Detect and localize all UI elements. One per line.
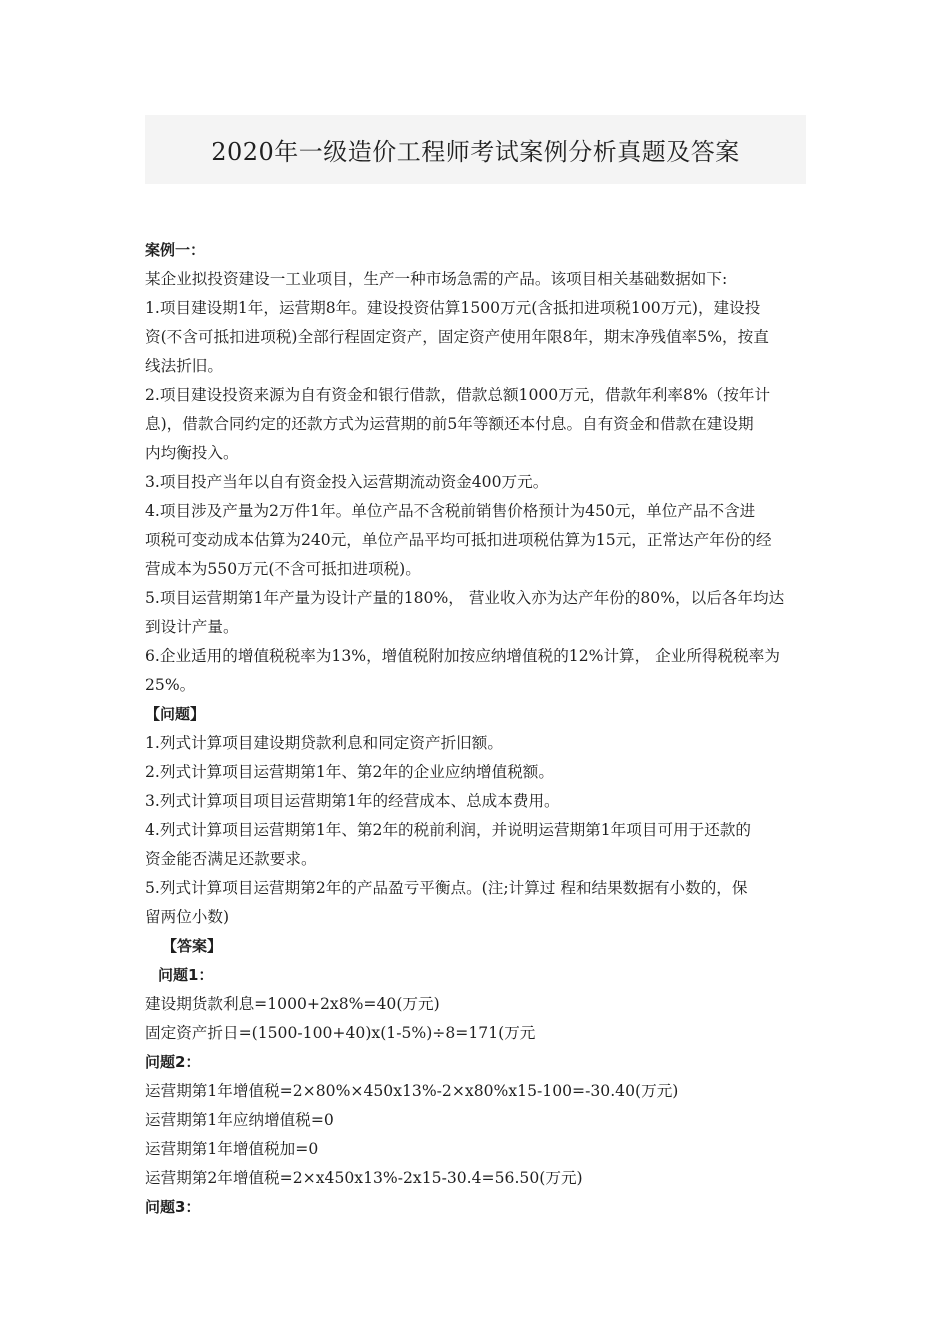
text-line: 3.列式计算项目项目运营期第1年的经营成本、总成本费用。 — [145, 792, 560, 810]
text-line: 运营期第1年应纳增值税=0 — [145, 1111, 334, 1129]
section-heading: 问题3： — [145, 1198, 201, 1216]
text-line: 资金能否满足还款要求。 — [145, 850, 317, 868]
text-line: 固定资产折日=(1500-100+40)x(1-5%)÷8=171(万元 — [145, 1024, 536, 1042]
text-line: 运营期第1年增值税加=0 — [145, 1140, 319, 1158]
text-line: 运营期第2年增值税=2×x450x13%-2x15-30.4=56.50(万元) — [145, 1169, 583, 1187]
section-heading: 问题2： — [145, 1053, 201, 1071]
title-banner — [145, 115, 806, 184]
text-line: 6.企业适用的增值税税率为13%，增值税附加按应纳增值税的12%计算， 企业所得税税率为 — [145, 647, 780, 665]
text-line: 1.列式计算项目建设期贷款利息和同定资产折旧额。 — [145, 734, 503, 752]
text-line: 内均衡投入。 — [145, 444, 239, 462]
text-line: 5.列式计算项目运营期第2年的产品盈亏平衡点。(注;计算过 程和结果数据有小数的，保 — [145, 879, 748, 897]
text-line: 4.项目涉及产量为2万件1年。单位产品不含税前销售价格预计为450元，单位产品不含进 — [145, 502, 756, 520]
text-line: 1.项目建设期1年，运营期8年。建设投资估算1500万元(含抵扣进项税100万元)，建设投 — [145, 299, 761, 317]
text-line: 2.项目建设投资来源为自有资金和银行借款，借款总额1000万元，借款年利率8%（按年计 — [145, 386, 771, 404]
document-body — [145, 236, 807, 1222]
text-line: 项税可变动成本估算为240元，单位产品平均可抵扣进项税估算为15元，正常达产年份的经 — [145, 531, 772, 549]
text-line: 某企业拟投资建设一工业项目，生产一种市场急需的产品。该项目相关基础数据如下: — [145, 270, 728, 288]
text-line: 2.列式计算项目运营期第1年、第2年的企业应纳增值税额。 — [145, 763, 554, 781]
text-line: 4.列式计算项目运营期第1年、第2年的税前利润，并说明运营期第1年项目可用于还款的 — [145, 821, 752, 839]
section-heading: 【问题】 — [145, 705, 206, 723]
text-line: 息)，借款合同约定的还款方式为运营期的前5年等额还本付息。自有资金和借款在建设期 — [145, 415, 754, 433]
text-line: 到设计产量。 — [145, 618, 239, 636]
section-heading: 问题1： — [158, 966, 214, 984]
text-line: 留两位小数) — [145, 908, 230, 926]
text-line: 5.项目运营期第1年产量为设计产量的180%， 营业收入亦为达产年份的80%，以后各年均达 — [145, 589, 785, 607]
text-line: 3.项目投产当年以自有资金投入运营期流动资金400万元。 — [145, 473, 549, 491]
section-heading: 【答案】 — [162, 937, 223, 955]
section-heading: 案例一： — [145, 241, 206, 259]
text-line: 建设期货款利息=1000+2x8%=40(万元) — [145, 995, 440, 1013]
text-line: 资(不含可抵扣进项税)全部行程固定资产，固定资产使用年限8年，期末净残值率5%，按直 — [145, 328, 769, 346]
text-line: 25%。 — [145, 676, 196, 694]
text-line: 运营期第1年增值税=2×80%×450x13%-2×x80%x15-100=-30.40(万元) — [145, 1082, 679, 1100]
text-line: 线法折旧。 — [145, 357, 223, 375]
document-title: 2020年一级造价工程师考试案例分析真题及答案 — [211, 138, 740, 166]
text-line: 营成本为550万元(不含可抵扣进项税)。 — [145, 560, 421, 578]
